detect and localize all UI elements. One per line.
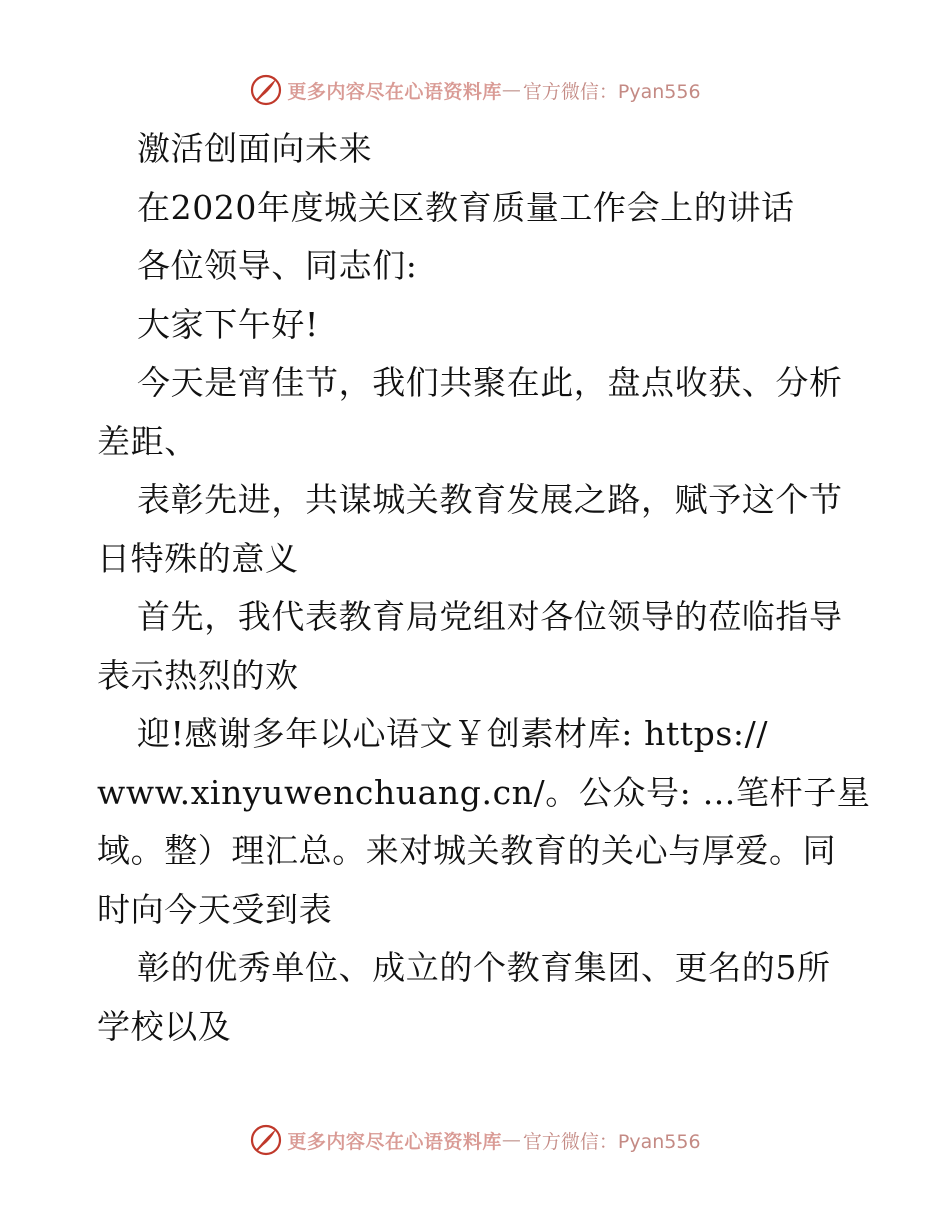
doc-paragraph-line: 迎!感谢多年以心语文￥创素材库: https:// [137,714,769,753]
doc-paragraph-line: 时向今天受到表 [97,889,333,929]
doc-paragraph-line: 首先，我代表教育局党组对各位领导的莅临指导 [137,597,843,636]
header-banner [0,70,950,110]
banner-wechat-text: 官方微信：Pyan556 [522,80,701,103]
doc-greeting: 大家下午好! [137,304,319,344]
banner-dash: — [501,1129,521,1151]
document-body [97,120,871,1056]
doc-paragraph-line: 表彰先进，共谋城关教育发展之路，赋予这个节 [137,480,843,519]
doc-salutation: 各位领导、同志们: [137,246,418,285]
doc-paragraph-line: 表示热烈的欢 [97,655,299,695]
footer-banner [0,1120,950,1160]
doc-paragraph-line: 日特殊的意义 [97,538,299,578]
doc-paragraph-line: 差距、 [97,421,198,461]
feather-pen-logo-icon [249,73,283,107]
doc-paragraph-line: 学校以及 [97,1006,232,1046]
doc-paragraph-line: 今天是宵佳节，我们共聚在此，盘点收获、分析 [137,363,843,402]
banner-dash: — [501,79,521,101]
banner-wechat-text: 官方微信：Pyan556 [522,1130,701,1153]
doc-paragraph-line: 域。整）理汇总。来对城关教育的关心与厚爱。同 [97,831,837,870]
feather-pen-logo-icon [249,1123,283,1157]
doc-title: 激活创面向未来 [137,129,373,168]
banner-site-text: 更多内容尽在心语资料库 [287,1130,502,1153]
doc-paragraph-line: 彰的优秀单位、成立的个教育集团、更名的5所 [137,948,831,987]
banner-site-text: 更多内容尽在心语资料库 [287,80,502,103]
doc-paragraph-line: www.xinyuwenchuang.cn/。公众号: …笔杆子星 [97,772,871,812]
doc-subtitle: 在2020年度城关区教育质量工作会上的讲话 [137,187,795,227]
